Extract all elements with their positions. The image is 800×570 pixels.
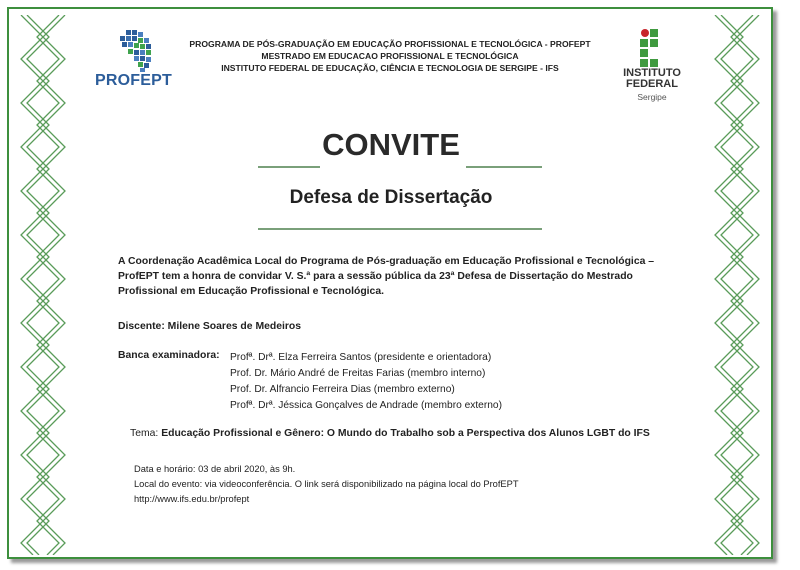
right-zigzag-border: [713, 15, 761, 555]
header-line-3: INSTITUTO FEDERAL DE EDUCAÇÃO, CIÊNCIA E TECNOLOGIA DE SERGIPE - IFS: [221, 63, 559, 73]
instituto-federal-name: [612, 68, 692, 90]
banca-list: [230, 350, 502, 414]
tema: [130, 428, 650, 439]
if-name-line1: INSTITUTO: [623, 67, 681, 79]
banca-label: Banca examinadora:: [118, 350, 220, 361]
event-url[interactable]: http://www.ifs.edu.br/profept: [134, 494, 250, 504]
subtitle-rule: [258, 228, 542, 230]
header-block: [185, 38, 595, 74]
subtitle: Defesa de Dissertação: [289, 187, 493, 208]
banca-member: Profª. Drª. Jéssica Gonçalves de Andrade (membro externo): [230, 400, 502, 411]
event-location: Local do evento: via videoconferência. O link será disponibilizado na página local do ProfEPT: [134, 479, 519, 489]
banca-member: Prof. Dr. Mário André de Freitas Farias (membro interno): [230, 368, 486, 379]
intro-paragraph: A Coordenação Acadêmica Local do Programa de Pós-graduação em Educação Profissional e Tecnológica – ProfEPT tem a honra de convidar V. S.ª para a sessão pública da 23ª Defesa de Dissertação do Mestrado Profissional em Educação Profissional e Tecnológica.: [118, 256, 655, 297]
tema-label: Tema:: [130, 428, 159, 439]
tema-text: Educação Profissional e Gênero: O Mundo do Trabalho sob a Perspectiva dos Alunos LGBT do IFS: [161, 428, 650, 439]
header-line-2: MESTRADO EM EDUCACAO PROFISSIONAL E TECNOLÓGICA: [261, 51, 519, 61]
left-zigzag-border: [19, 15, 67, 555]
banca-member: Prof. Dr. Alfrancio Ferreira Dias (membro externo): [230, 384, 455, 395]
discente: Discente: Milene Soares de Medeiros: [118, 321, 302, 332]
title-rule-right: [466, 166, 542, 168]
event-datetime: Data e horário: 03 de abril 2020, às 9h.: [134, 464, 296, 474]
banca-member: Profª. Drª. Elza Ferreira Santos (presidente e orientadora): [230, 352, 492, 363]
event-details: [134, 462, 519, 507]
header-line-1: PROGRAMA DE PÓS-GRADUAÇÃO EM EDUCAÇÃO PROFISSIONAL E TECNOLÓGICA - PROFEPT: [189, 39, 591, 49]
page-title: CONVITE: [322, 127, 460, 162]
profept-logo-text: PROFEPT: [95, 72, 172, 89]
title-rule-left: [258, 166, 320, 168]
if-state: Sergipe: [637, 92, 667, 102]
if-name-line2: FEDERAL: [626, 78, 678, 90]
